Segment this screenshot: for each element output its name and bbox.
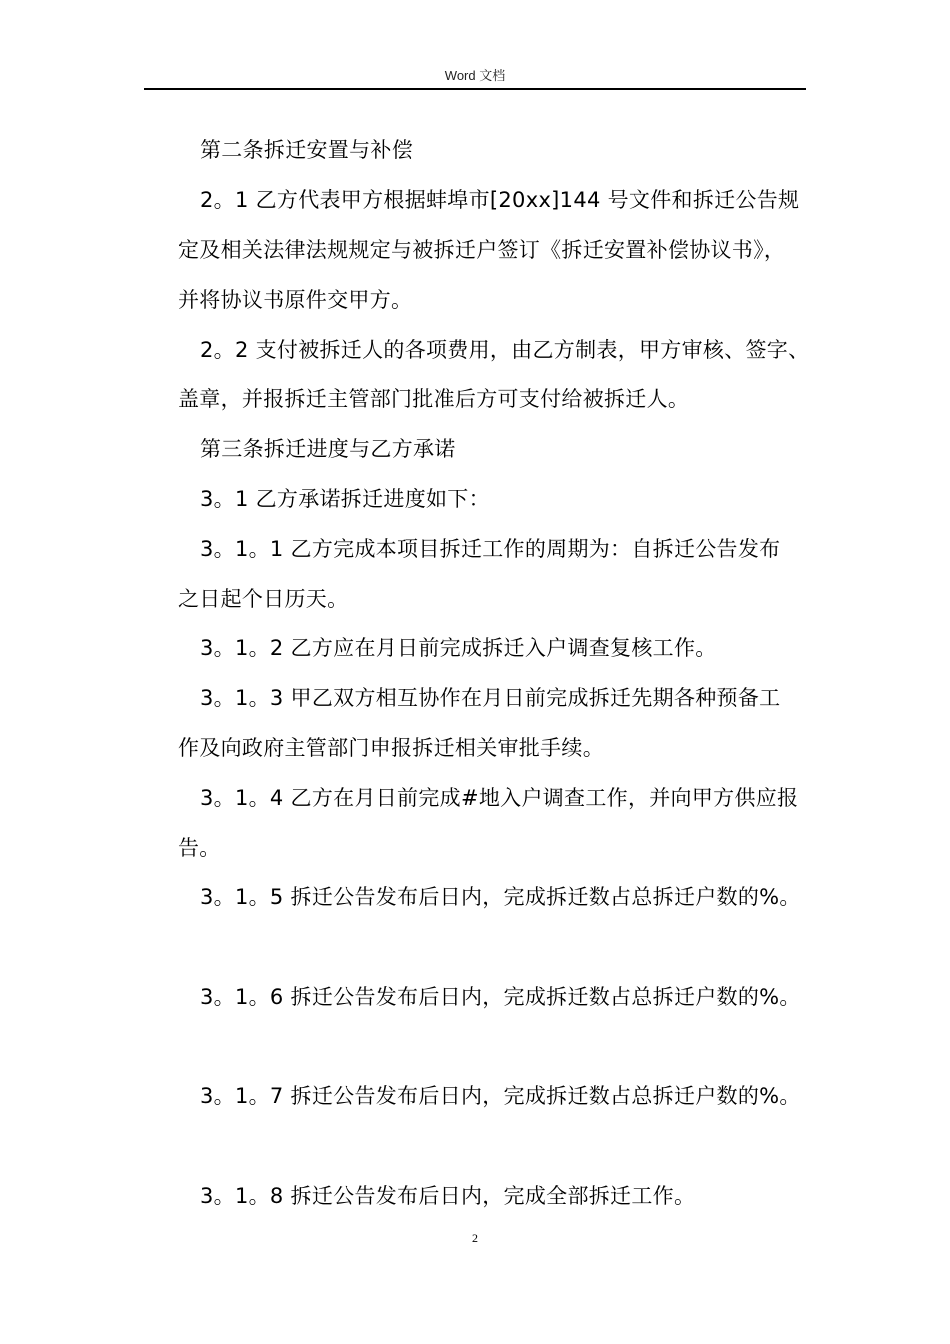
paragraph-line: 告。 [178,836,221,860]
paragraph-line: 作及向政府主管部门申报拆迁相关审批手续。 [178,736,604,760]
section-heading: 第二条拆迁安置与补偿 [200,138,413,162]
paragraph-line: 3。1。1 乙方完成本项目拆迁工作的周期为：自拆迁公告发布 [200,537,781,561]
paragraph-line: 3。1。4 乙方在月日前完成#地入户调查工作，并向甲方供应报 [200,786,799,810]
paragraph-line: 2。2 支付被拆迁人的各项费用，由乙方制表，甲方审核、签字、 [200,338,810,362]
paragraph-line: 3。1。5 拆迁公告发布后日内，完成拆迁数占总拆迁户数的%。 [200,885,801,909]
paragraph-line: 并将协议书原件交甲方。 [178,288,413,312]
paragraph-line: 盖章，并报拆迁主管部门批准后方可支付给被拆迁人。 [178,387,690,411]
paragraph-line: 3。1。8 拆迁公告发布后日内，完成全部拆迁工作。 [200,1184,696,1208]
document-header-title: Word 文档 [444,68,506,83]
paragraph-line: 之日起个日历天。 [178,587,349,611]
paragraph-line: 3。1。6 拆迁公告发布后日内，完成拆迁数占总拆迁户数的%。 [200,985,801,1009]
paragraph-line: 3。1。3 甲乙双方相互协作在月日前完成拆迁先期各种预备工 [200,686,781,710]
paragraph-line: 3。1 乙方承诺拆迁进度如下： [200,487,490,511]
page-number: 2 [472,1231,478,1245]
paragraph-line: 3。1。2 乙方应在月日前完成拆迁入户调查复核工作。 [200,636,717,660]
header-divider [144,88,806,90]
paragraph-line: 3。1。7 拆迁公告发布后日内，完成拆迁数占总拆迁户数的%。 [200,1084,801,1108]
paragraph-line: 2。1 乙方代表甲方根据蚌埠市[20xx]144 号文件和拆迁公告规 [200,188,800,212]
paragraph-line: 定及相关法律法规规定与被拆迁户签订《拆迁安置补偿协议书》， [178,238,786,262]
section-heading: 第三条拆迁进度与乙方承诺 [200,437,456,461]
